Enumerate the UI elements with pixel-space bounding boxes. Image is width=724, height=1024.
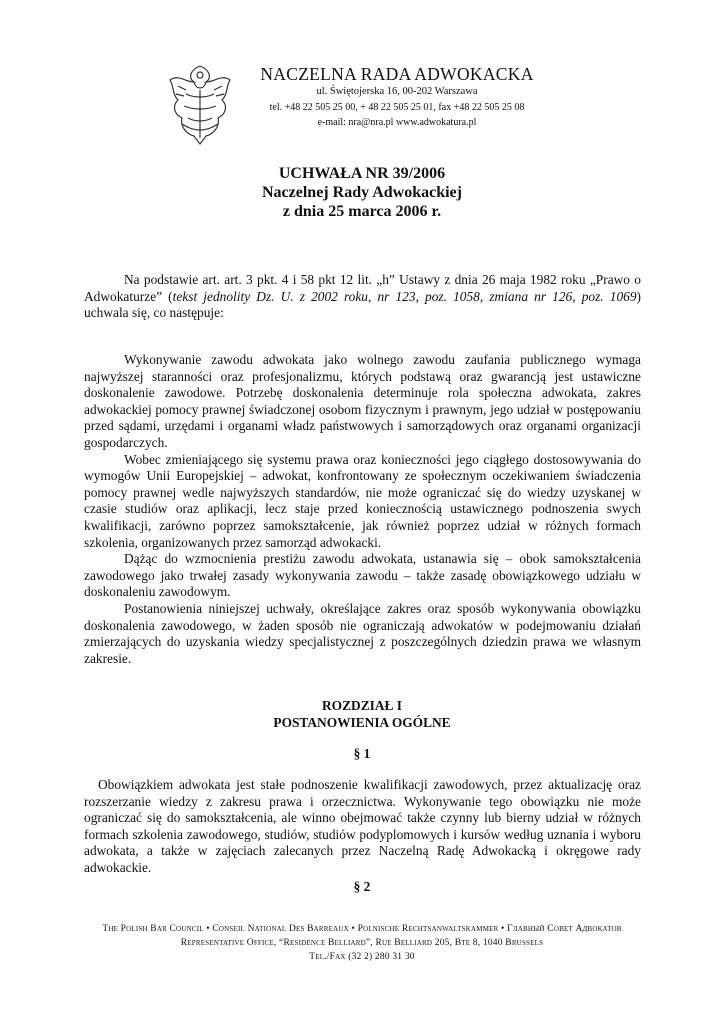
section-1-label: § 1 <box>353 746 371 761</box>
footer-line-2: Representative Office, “Residence Belliard”, Rue Belliard 205, Bte 8, 1040 Brussels <box>180 938 544 948</box>
intro-paragraph: Dążąc do wzmocnienia prestiżu zawodu adwokata, ustanawia się – obok samokształcenia zawodowego jako trwałej zasady wykonywania zawodu – także zasadę obowiązkowego udziału w doskonaleniu zawodowym. <box>84 551 641 600</box>
intro-paragraph: Postanowienia niniejszej uchwały, określające zakres oraz sposób wykonywania obowiązku doskonalenia zawodowego, w żaden sposób nie ograniczają adwokatów w podejmowaniu działań zmierzających do uzyskania wiedzy specjalistycznej z poszczególnych dziedzin prawa we własnym zakresie. <box>84 600 641 666</box>
section-2-label: § 2 <box>353 879 371 894</box>
chapter-title: POSTANOWIENIA OGÓLNE <box>273 715 451 730</box>
intro-section <box>84 352 641 667</box>
resolution-issuer: Naczelnej Rady Adwokackiej <box>262 184 462 201</box>
preamble-text-1: Na podstawie art. art. 3 pkt. 4 i 58 pkt 12 lit. „h” Ustawy z dnia 26 maja 1982 roku „Prawo o Adwokaturze” ( <box>84 272 641 304</box>
section-1-text: Obowiązkiem adwokata jest stałe podnoszenie kwalifikacji zawodowych, przez aktualizację oraz rozszerzanie wiedzy z zakresu prawa i orzecznictwa. Wykonywanie tego obowiązku nie może ograniczać się do samokształcenia, ale winno obejmować także czynny lub bierny udział w różnych formach szkolenia zawodowego, studiów, studiów podyplomowych i kursów według uznania i wyboru adwokata, a także w zajęciach zalecanych przez Naczelną Radę Adwokacką i okręgowe rady adwokackie. <box>84 777 641 875</box>
org-email-web: e-mail: nra@nra.pl www.adwokatura.pl <box>317 117 477 128</box>
intro-paragraph: Wobec zmieniającego się systemu prawa oraz konieczności jego ciągłego dostosowywania do wymogów Unii Europejskiej – adwokat, konfrontowany ze społecznym oczekiwaniem świadczenia pomocy prawnej wedle najwyższych standardów, nie może ograniczać się do wiedzy uzyskanej w czasie studiów oraz aplikacji, lecz staje przed koniecznością ustawicznego podnoszenia swych kwalifikacji, zarówno poprzez samokształcenie, jak również poprzez udział w różnych formach szkolenia, organizowanych przez samorząd adwokacki. <box>84 451 641 550</box>
eagle-emblem-icon <box>160 60 240 148</box>
intro-paragraph: Wykonywanie zawodu adwokata jako wolnego zawodu zaufania publicznego wymaga najwyższej staranności oraz profesjonalizmu, których podstawą oraz gwarancją jest ustawiczne doskonalenie zawodowe. Potrzebę doskonalenia determinuje rola społeczna adwokata, zakres adwokackiej pomocy prawnej świadczonej osobom fizycznym i prawnym, jego udział w postępowaniu przed sądami, urzędami i organami władz państwowych i samorządowych oraz organami organizacji gospodarczych. <box>84 352 641 450</box>
footer-line-1: The Polish Bar Council • Conseil National Des Barreaux • Polnische Rechtsanwaltskammer • Главный Совет Адвокатов <box>102 924 622 934</box>
org-address: ul. Świętojerska 16, 00-202 Warszawa <box>316 86 478 97</box>
chapter-label: ROZDZIAŁ I <box>322 698 402 713</box>
preamble <box>84 272 641 322</box>
resolution-date: z dnia 25 marca 2006 r. <box>282 203 442 220</box>
section-1-text-block <box>84 777 641 877</box>
footer-line-3: Tel./Fax (32 2) 280 31 30 <box>309 952 415 962</box>
preamble-text-2: ) uchwala się, co następuje: <box>84 288 641 321</box>
preamble-citation: tekst jednolity Dz. U. z 2002 roku, nr 123, poz. 1058, zmiana nr 126, poz. 1069 <box>172 288 637 304</box>
org-phones: tel. +48 22 505 25 00, + 48 22 505 25 01, fax +48 22 505 25 08 <box>269 102 525 113</box>
resolution-number: UCHWAŁA NR 39/2006 <box>278 165 446 182</box>
org-name: NACZELNA RADA ADWOKACKA <box>260 64 534 84</box>
